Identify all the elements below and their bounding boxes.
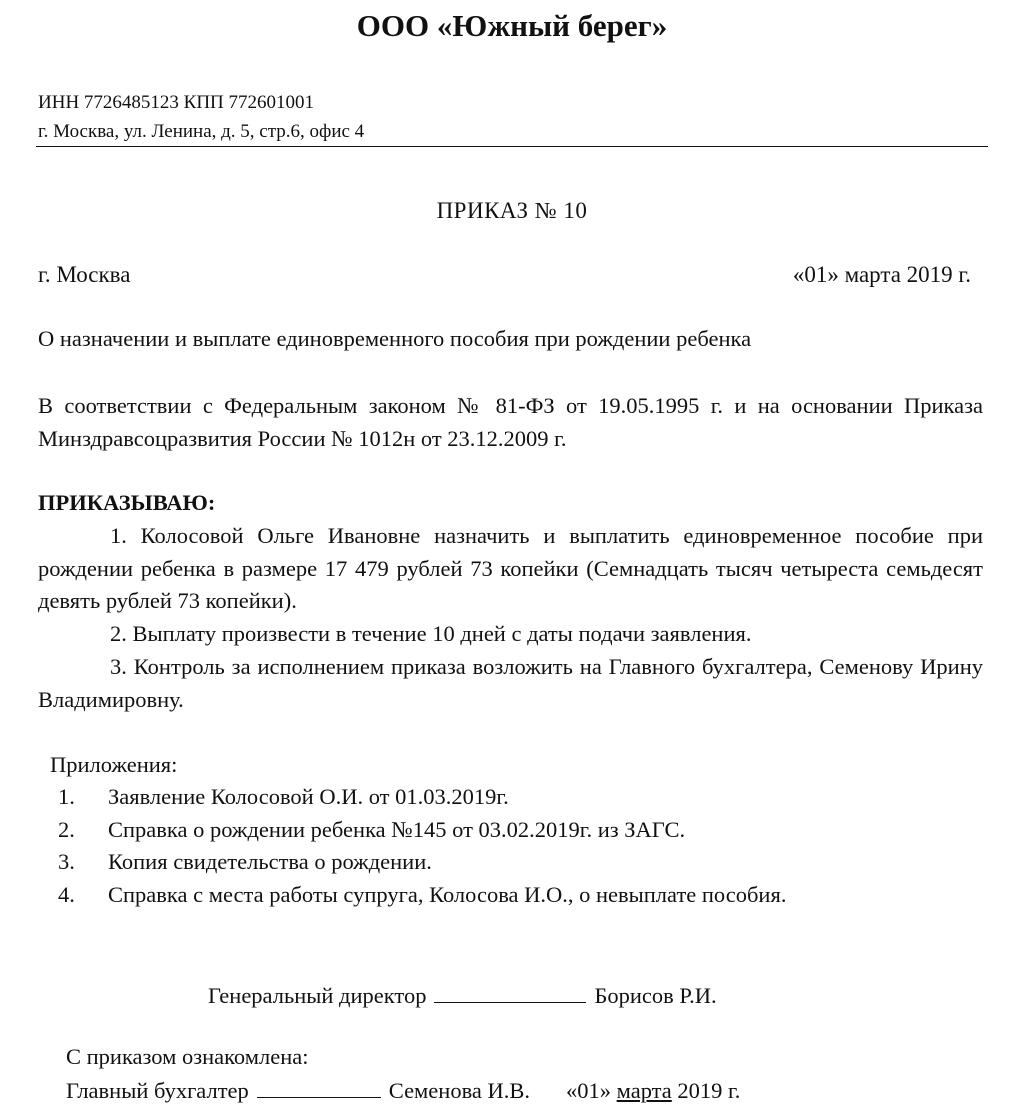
accountant-title: Главный бухгалтер	[66, 1078, 249, 1103]
attachment-item	[58, 882, 786, 908]
attachment-number: 3.	[58, 849, 75, 874]
company-requisites: ИНН 7726485123 КПП 772601001	[38, 92, 315, 113]
order-point-3: 3. Контроль за исполнением приказа возложить на Главного бухгалтера, Семенову Ирину Владимировну.	[38, 654, 983, 712]
director-name: Борисов Р.И.	[594, 983, 717, 1008]
attachment-item	[58, 784, 509, 810]
attachment-item	[58, 849, 432, 875]
accountant-date-year: 2019 г.	[677, 1078, 741, 1103]
accountant-signature-blank	[257, 1075, 381, 1098]
order-date: «01» марта 2019 г.	[792, 262, 971, 287]
attachment-text: Справка о рождении ребенка №145 от 03.02.2019г. из ЗАГС.	[108, 817, 686, 842]
attachment-item	[58, 817, 685, 843]
accountant-name: Семенова И.В.	[388, 1078, 531, 1103]
company-name: ООО «Южный берег»	[356, 8, 668, 43]
company-address: г. Москва, ул. Ленина, д. 5, стр.6, офис 4	[38, 121, 365, 142]
accountant-date-day: «01»	[566, 1078, 612, 1103]
accountant-signature-line	[66, 1075, 740, 1104]
order-word: ПРИКАЗЫВАЮ:	[38, 490, 216, 515]
accountant-date-month: марта	[616, 1078, 672, 1103]
attachment-number: 4.	[58, 882, 75, 907]
order-subject: О назначении и выплате единовременного пособия при рождении ребенка	[38, 326, 752, 351]
director-signature-blank	[434, 980, 586, 1003]
attachment-text: Копия свидетельства о рождении.	[108, 849, 432, 874]
attachment-text: Заявление Колосовой О.И. от 01.03.2019г.	[108, 784, 509, 809]
order-city: г. Москва	[38, 262, 131, 287]
order-basis: В соответствии с Федеральным законом № 81-ФЗ от 19.05.1995 г. и на основании Приказа Минздравсоцразвития России № 1012н от 23.12.2009 г.	[38, 393, 983, 451]
attachments-title: Приложения:	[50, 752, 178, 777]
header-divider	[36, 146, 988, 147]
attachment-text: Справка с места работы супруга, Колосова И.О., о невыплате пособия.	[108, 882, 787, 907]
director-title: Генеральный директор	[208, 983, 427, 1008]
director-signature-line	[208, 980, 717, 1009]
attachment-number: 2.	[58, 817, 75, 842]
order-title: ПРИКАЗ № 10	[436, 198, 588, 223]
attachment-number: 1.	[58, 784, 75, 809]
order-point-1: 1. Колосовой Ольге Ивановне назначить и выплатить единовременное пособие при рождении ребенка в размере 17 479 рублей 73 копейки (Семнадцать тысяч четыреста семьдесят девять рублей 73 копейки).	[38, 523, 983, 613]
order-point-2: 2. Выплату произвести в течение 10 дней с даты подачи заявления.	[110, 621, 752, 646]
familiarization-label: С приказом ознакомлена:	[66, 1044, 309, 1069]
